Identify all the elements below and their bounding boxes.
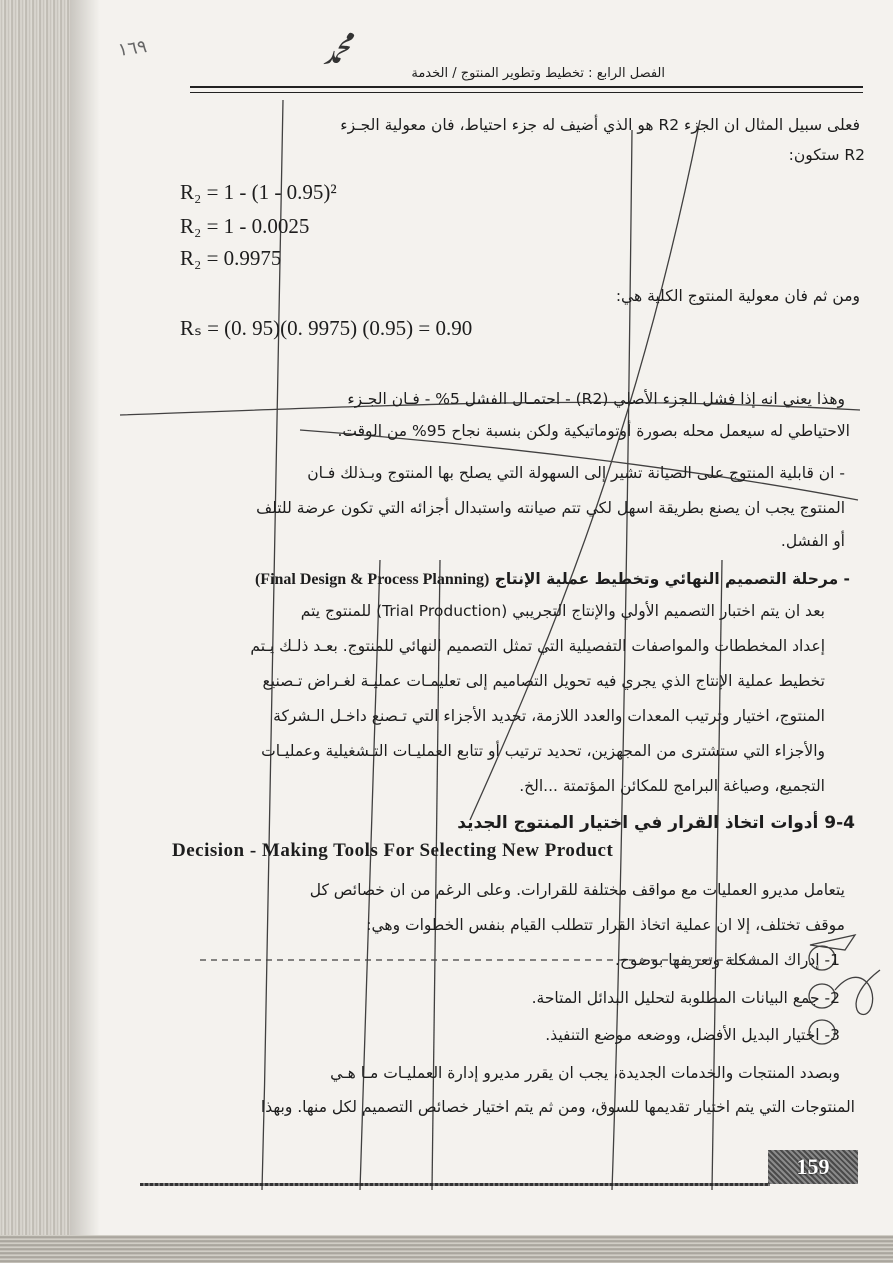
chapter-header: الفصل الرابع : تخطيط وتطوير المنتوج / الخدمة bbox=[411, 66, 665, 81]
handwritten-corner-number: ١٦٩ bbox=[116, 36, 149, 61]
step-text-3: اختيار البديل الأفضل، ووضعه موضع التنفيذ. bbox=[545, 1026, 820, 1044]
final-design-line-4: المنتوج، اختيار وترتيب المعدات والعدد اللازمة، تحديد الأجزاء التي تـصنع داخـل الـشركة bbox=[273, 707, 825, 725]
maintainability-line-3: أو الفشل. bbox=[780, 532, 845, 550]
pen-vertical-line-4 bbox=[612, 130, 632, 1190]
page-number: 159 bbox=[796, 1154, 830, 1179]
handwritten-top-mark: ﷴ bbox=[322, 36, 355, 71]
intro-line-2: R2 ستكون: bbox=[788, 146, 865, 164]
step-text-2: جمع البيانات المطلوبة لتحليل البدائل المتاحة. bbox=[531, 989, 820, 1007]
final-design-line-2: إعداد المخططات والمواصفات التفصيلية التي تمثل التصميم النهائي للمنتوج. بعـد ذلـك يـتم bbox=[250, 637, 825, 655]
pen-diagonal-line bbox=[470, 120, 700, 820]
equation-r2-step2: R₂ = 1 - 0.0025 bbox=[180, 214, 310, 238]
pen-cross-line bbox=[120, 402, 860, 415]
pen-vertical-line-5 bbox=[712, 560, 722, 1190]
pen-slant-line bbox=[300, 430, 858, 500]
step-number-2: 2 bbox=[830, 989, 840, 1007]
pen-scribble-arrow bbox=[810, 935, 855, 950]
maintainability-line-2: المنتوج يجب ان يصنع بطريقة اسهل لكي تتم صيانته واستبدال أجزائه التي تكون عرضة للتلف bbox=[256, 499, 845, 517]
step-circle-2 bbox=[809, 984, 835, 1008]
section-9-4-title-en: Decision - Making Tools For Selecting New Product bbox=[172, 840, 614, 861]
total-reliability-intro: ومن ثم فان معولية المنتوج الكلية هي: bbox=[615, 287, 860, 305]
decision-step-2: 2- جمع البيانات المطلوبة لتحليل البدائل المتاحة. bbox=[531, 989, 840, 1007]
pen-vertical-line-2 bbox=[360, 560, 380, 1190]
final-design-line-1: بعد ان يتم اختبار التصميم الأولي والإنتاج التجريبي (Trial Production) للمنتوج يتم bbox=[300, 602, 825, 620]
section-9-4-title-ar: 9-4 أدوات اتخاذ القرار في اختيار المنتوج الجديد bbox=[457, 813, 855, 833]
pen-scribble-swirl bbox=[835, 970, 880, 1014]
step-number-1: 1 bbox=[830, 951, 840, 969]
maintainability-line-1: - ان قابلية المنتوج على الصيانة تشير إلى السهولة التي يصلح بها المنتوج وبـذلك فـان bbox=[307, 464, 845, 482]
step-text-1: إدراك المشكلة وتعريفها بوضوح. bbox=[614, 951, 820, 969]
decision-line-1: يتعامل مديرو العمليات مع مواقف مختلفة للقرارات. وعلى الرغم من ان خصائص كل bbox=[309, 881, 845, 899]
final-design-heading-en: (Final Design & Process Planning) bbox=[254, 571, 490, 588]
equation-r2-step1: R₂ = 1 - (1 - 0.95)² bbox=[180, 180, 337, 204]
final-design-line-6: التجميع، وصياغة البرامج للمكائن المؤتمتة ...الخ. bbox=[519, 777, 825, 795]
pen-vertical-line-3 bbox=[432, 560, 440, 1190]
step-number-3: 3 bbox=[830, 1026, 840, 1044]
equation-system-reliability: Rₛ = (0. 95)(0. 9975) (0.95) = 0.90 bbox=[180, 316, 473, 340]
decision-step-1: 1- إدراك المشكلة وتعريفها بوضوح. bbox=[614, 951, 840, 969]
pen-vertical-line-1 bbox=[262, 100, 283, 1190]
intro-line-1: فعلى سبيل المثال ان الجزء R2 هو الذي أضيف له جزء احتياط، فان معولية الجـزء bbox=[340, 116, 860, 134]
meaning-line-1: وهذا يعني انه إذا فشل الجزء الأصلي (R2) - احتمـال الفشل 5% - فـان الجـزء bbox=[347, 390, 845, 408]
step-circle-3 bbox=[809, 1020, 835, 1044]
decision-line-3: وبصدد المنتجات والخدمات الجديدة، يجب ان يقرر مديرو إدارة العمليـات مـا هـي bbox=[330, 1064, 840, 1082]
decision-step-3: 3- اختيار البديل الأفضل، ووضعه موضع التنفيذ. bbox=[545, 1026, 840, 1044]
meaning-line-2: الاحتياطي له سيعمل محله بصورة أوتوماتيكية ولكن بنسبة نجاح 95% من الوقت. bbox=[337, 422, 850, 440]
step-circle-1 bbox=[809, 946, 835, 970]
decision-line-2: موقف تختلف، إلا ان عملية اتخاذ القرار تتطلب القيام بنفس الخطوات وهي: bbox=[366, 916, 845, 934]
final-design-line-5: والأجزاء التي ستشترى من المجهزين، تحديد ترتيب أو تتابع العمليـات التـشغيلية وعمليـات bbox=[261, 742, 825, 760]
equation-r2-step3: R₂ = 0.9975 bbox=[180, 246, 282, 270]
final-design-heading-ar: - مرحلة التصميم النهائي وتخطيط عملية الإنتاج bbox=[494, 570, 850, 588]
decision-line-4: المنتوجات التي يتم اختيار تقديمها للسوق، ومن ثم يتم اختيار خصائص التصميم لكل منها. وبهذا bbox=[260, 1098, 855, 1116]
final-design-line-3: تخطيط عملية الإنتاج الذي يجري فيه تحويل التصاميم إلى تعليمـات عمليـة لغـراض تـصنيع bbox=[262, 672, 825, 690]
